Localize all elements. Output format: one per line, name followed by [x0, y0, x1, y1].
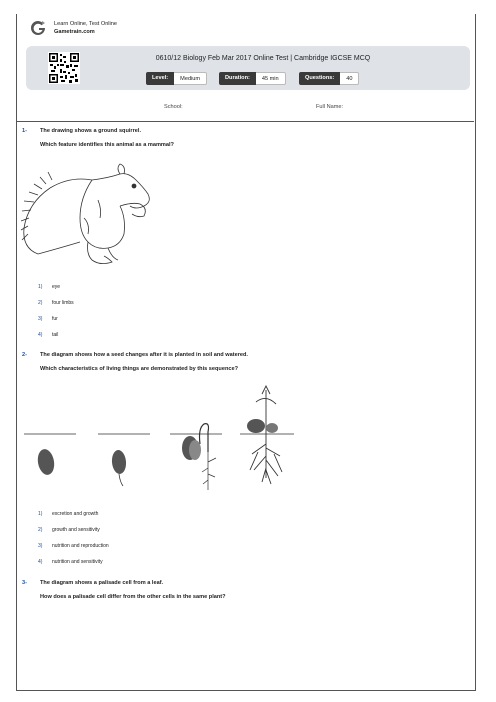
ground-squirrel-drawing — [20, 158, 160, 276]
option-text: eye — [52, 284, 61, 290]
question-text: The diagram shows how a seed changes after it is planted in soil and watered. — [40, 352, 248, 358]
option-2[interactable] — [38, 527, 100, 533]
option-1[interactable] — [38, 511, 98, 517]
option-4[interactable] — [38, 559, 103, 565]
question-text: The drawing shows a ground squirrel. — [40, 128, 142, 134]
gametrain-logo-icon — [30, 20, 46, 36]
option-2[interactable] — [38, 300, 74, 306]
option-number: 2) — [38, 527, 43, 533]
option-number: 2) — [38, 300, 43, 306]
duration-badge — [219, 72, 286, 85]
questions-badge — [299, 72, 359, 85]
option-text: growth and sensitivity — [52, 527, 100, 533]
question-text: Which characteristics of living things are demonstrated by this sequence? — [40, 366, 239, 372]
option-number: 1) — [38, 284, 43, 290]
level-label: Level: — [146, 72, 174, 85]
question-text: The diagram shows a palisade cell from a leaf. — [40, 580, 164, 586]
option-text: nutrition and reproduction — [52, 543, 109, 549]
option-4[interactable] — [38, 332, 58, 338]
header-divider — [16, 121, 474, 122]
option-number: 1) — [38, 511, 43, 517]
question-number: 3- — [22, 580, 27, 586]
questions-value: 40 — [340, 72, 359, 85]
option-text: fur — [52, 316, 58, 322]
option-text: nutrition and sensitivity — [52, 559, 103, 565]
option-text: four limbs — [52, 300, 74, 306]
questions-label: Questions: — [299, 72, 340, 85]
question-number: 2- — [22, 352, 27, 358]
option-3[interactable] — [38, 316, 58, 322]
option-text: tail — [52, 332, 59, 338]
option-number: 3) — [38, 316, 43, 322]
brand-site[interactable]: Gametrain.com — [54, 29, 95, 35]
level-value: Medium — [174, 72, 207, 85]
brand[interactable] — [30, 20, 117, 36]
school-field[interactable]: School: — [164, 104, 183, 110]
option-text: excretion and growth — [52, 511, 99, 517]
level-badge — [146, 72, 207, 85]
test-header — [26, 46, 470, 90]
question-text: Which feature identifies this animal as a mammal? — [40, 142, 174, 148]
seed-germination-diagram — [22, 382, 298, 504]
option-number: 3) — [38, 543, 43, 549]
option-number: 4) — [38, 559, 43, 565]
option-number: 4) — [38, 332, 43, 338]
question-text: How does a palisade cell differ from the other cells in the same plant? — [40, 594, 226, 600]
duration-label: Duration: — [219, 72, 256, 85]
option-1[interactable] — [38, 284, 60, 290]
test-title: 0610/12 Biology Feb Mar 2017 Online Test | Cambridge IGCSE MCQ — [155, 55, 371, 62]
duration-value: 45 min — [256, 72, 286, 85]
full-name-field[interactable]: Full Name: — [316, 104, 344, 110]
brand-tagline: Learn Online, Test Online — [54, 21, 118, 27]
option-3[interactable] — [38, 543, 109, 549]
question-number: 1- — [22, 128, 27, 134]
